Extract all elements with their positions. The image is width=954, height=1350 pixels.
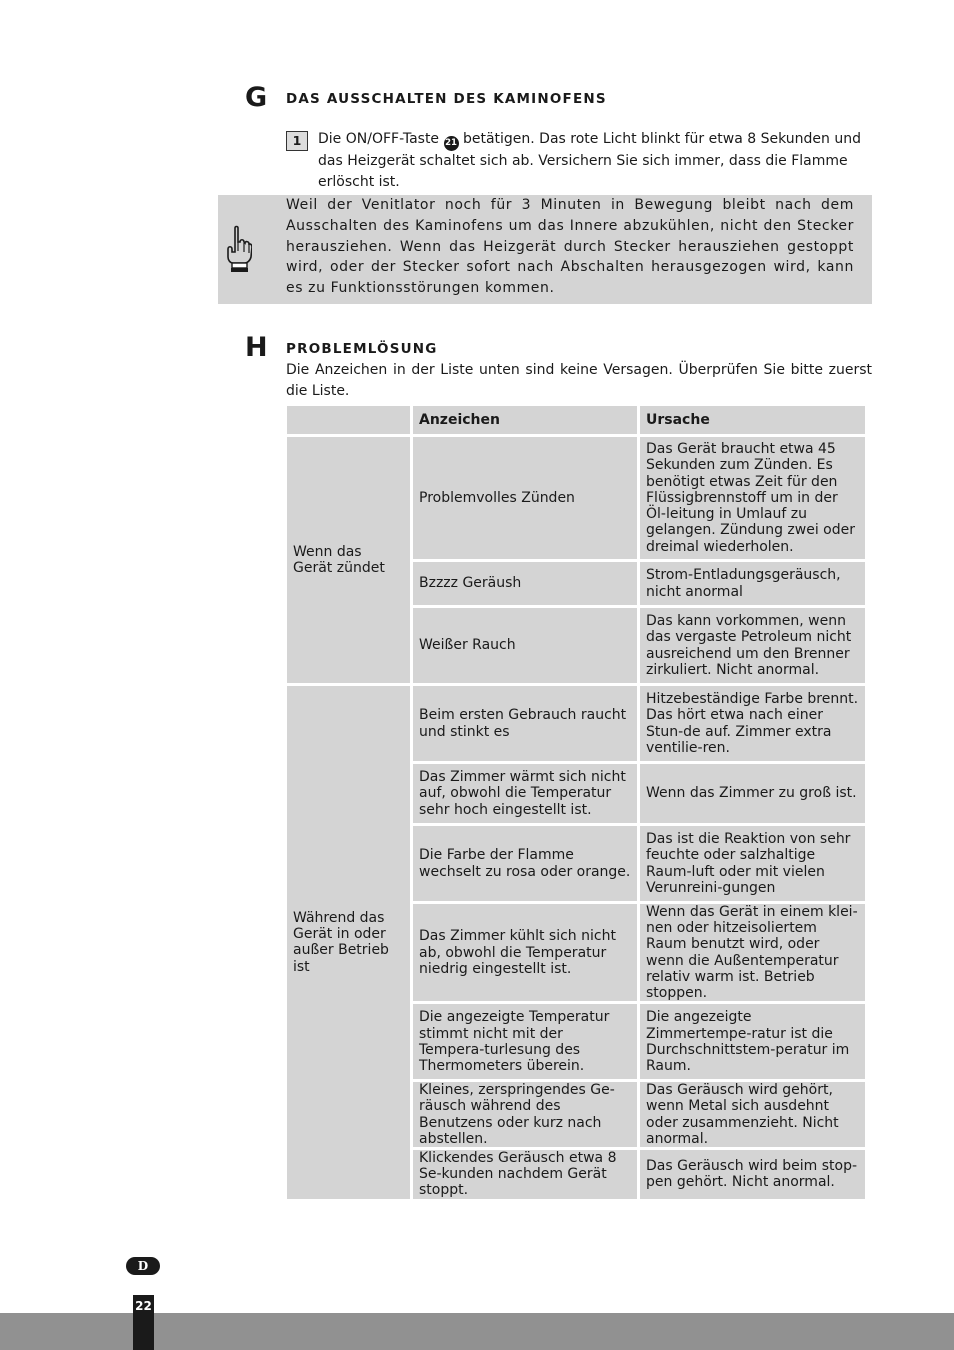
category-cell: Während das Gerät in oder außer Betrieb ist (287, 686, 410, 1199)
step-number: 1 (286, 131, 308, 151)
section-intro: Die Anzeichen in der Liste unten sind keine Versagen. Überprüfen Sie bitte zuerst die Liste. (286, 362, 872, 399)
step-text-before: Die ON/OFF-Taste (318, 131, 440, 147)
cause-cell: Die angezeigte Zimmertempe-ratur ist die Durchschnittstem-peratur im Raum. (640, 1004, 865, 1079)
cause-cell: Das Geräusch wird beim stop-pen gehört. Nicht anormal. (640, 1150, 865, 1199)
header-symptom: Anzeichen (413, 406, 637, 434)
troubleshooting-table (284, 403, 868, 1202)
page-number: 22 (133, 1295, 154, 1350)
cause-cell: Das kann vorkommen, wenn das vergaste Petroleum nicht ausreichend um den Brenner zirkuliert. Nicht anormal. (640, 608, 865, 683)
section-title-h: PROBLEMLÖSUNG (286, 341, 438, 357)
table-header-row (287, 406, 865, 434)
cause-cell: Hitzebeständige Farbe brennt. Das hört etwa nach einer Stun-de auf. Zimmer extra ventilie-ren. (640, 686, 865, 761)
symptom-cell: Kleines, zerspringendes Ge-räusch während des Benutzens oder kurz nach abstellen. (413, 1082, 637, 1147)
cause-cell: Wenn das Gerät in einem klei-nen oder hitzeisoliertem Raum benutzt wird, oder wenn die Außentemperatur relativ warm ist. Betrieb stoppen. (640, 904, 865, 1001)
symptom-cell: Beim ersten Gebrauch raucht und stinkt es (413, 686, 637, 761)
table-row (287, 437, 865, 559)
symptom-cell: Das Zimmer kühlt sich nicht ab, obwohl die Temperatur niedrig eingestellt ist. (413, 904, 637, 1001)
header-cause: Ursache (640, 406, 865, 434)
header-empty (287, 406, 410, 434)
symptom-cell: Das Zimmer wärmt sich nicht auf, obwohl die Temperatur sehr hoch eingestellt ist. (413, 764, 637, 823)
cause-cell: Das ist die Reaktion von sehr feuchte oder salzhaltige Raum-luft oder mit vielen Verunreini-gungen (640, 826, 865, 901)
cause-cell: Strom-Entladungsgeräusch, nicht anormal (640, 562, 865, 605)
category-cell: Wenn das Gerät zündet (287, 437, 410, 683)
section-letter-g: G (245, 82, 268, 113)
cause-cell: Das Gerät braucht etwa 45 Sekunden zum Zünden. Es benötigt etwas Zeit für den Flüssigbrennstoff um in der Öl-leitung in Umlauf zu gelangen. Zündung zwei oder dreimal wiederholen. (640, 437, 865, 559)
step-text (318, 129, 878, 193)
cause-cell: Das Geräusch wird gehört, wenn Metal sich ausdehnt oder zusammenzieht. Nicht anormal. (640, 1082, 865, 1147)
symptom-cell: Die angezeigte Temperatur stimmt nicht mit der Tempera-turlesung des Thermometers überein. (413, 1004, 637, 1079)
section-title-g: DAS AUSSCHALTEN DES KAMINOFENS (286, 91, 607, 107)
symptom-cell: Klickendes Geräusch etwa 8 Se-kunden nachdem Gerät stoppt. (413, 1150, 637, 1199)
symptom-cell: Die Farbe der Flamme wechselt zu rosa oder orange. (413, 826, 637, 901)
language-badge: D (126, 1257, 160, 1275)
warning-note (218, 195, 872, 304)
cause-cell: Wenn das Zimmer zu groß ist. (640, 764, 865, 823)
note-text: Weil der Venitlator noch für 3 Minuten in Bewegung bleibt nach dem Ausschalten des Kaminofens um das Innere abzukühlen, nicht den Stecker herausziehen. Wenn das Heizgerät durch Stecker herausziehen gestoppt wird, oder der Stecker sofort nach Abschalten herausgezogen wird, kann es zu Funktionsstörungen kommen. (286, 197, 854, 297)
section-letter-h: H (245, 332, 268, 363)
step-text-after: betätigen. Das rote Licht blinkt für etwa 8 Sekunden und das Heizgerät schaltet sich ab. Versichern Sie sich immer, dass die Flamme erlöscht ist. (318, 131, 861, 190)
symptom-cell: Problemvolles Zünden (413, 437, 637, 559)
pointing-hand-icon (224, 225, 252, 273)
symptom-cell: Weißer Rauch (413, 608, 637, 683)
table-row (287, 686, 865, 761)
symptom-cell: Bzzzz Geräush (413, 562, 637, 605)
onoff-button-icon: 21 (444, 136, 459, 151)
